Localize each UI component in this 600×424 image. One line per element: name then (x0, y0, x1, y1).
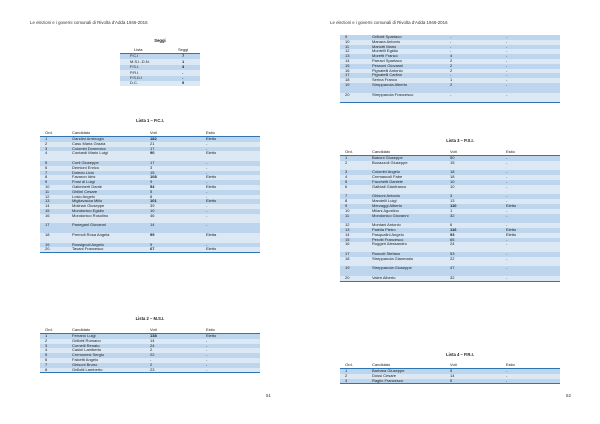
cell-voti: 2 (450, 62, 453, 68)
cell-candidato: Galbiati Gianfranco (372, 183, 407, 189)
cell-candidato: Manara Antonio (372, 38, 401, 44)
cell-voti: 13 (450, 198, 455, 204)
cell-ord: 10 (345, 38, 350, 44)
col-candidato-header: Candidato (72, 130, 91, 135)
cell-voti: 3 (150, 164, 153, 170)
cell-ord: 16 (45, 212, 50, 218)
cell-ord: 3 (345, 169, 348, 175)
cell-candidato: Dossi Cesare (372, 372, 397, 378)
cell-candidato: Molinari Giuseppe (72, 203, 105, 209)
cell-voti: 24 (150, 342, 155, 348)
cell-esito: - (206, 169, 208, 175)
cell-esito: Eletto (506, 203, 517, 208)
col-voti-header: Voti (450, 149, 457, 154)
cell-ord: 9 (45, 179, 48, 185)
cell-esito: - (206, 203, 208, 209)
cell-ord: 4 (45, 347, 48, 353)
cell-esito: - (506, 155, 508, 160)
cell-ord: 20 (45, 246, 50, 252)
cell-candidato: Frosi di Luigi (72, 179, 95, 185)
cell-voti: 32 (450, 212, 455, 218)
cell-candidato: Premoli Rosa Angela (72, 232, 110, 237)
cell-ord: 9 (345, 34, 348, 39)
cell-ord: 12 (45, 193, 50, 199)
cell-voti: 54 (150, 184, 155, 189)
cell-esito: - (506, 72, 508, 78)
cell-ord: 15 (45, 208, 50, 213)
cell-candidato: Facchetti Daniele (372, 179, 403, 184)
cell-voti: 2 (450, 82, 453, 87)
cell-voti: 67 (150, 246, 155, 252)
cell-esito: - (506, 212, 508, 218)
cell-esito: - (506, 255, 508, 261)
cell-candidato: Streppanola Alberto (372, 82, 408, 87)
cell-voti: 182 (150, 136, 157, 141)
cell-ord: 11 (45, 188, 50, 194)
col-candidato-header: Candidato (72, 327, 91, 332)
cell-ord: 18 (345, 77, 350, 83)
cell-candidato: Pignatelli Antonio (372, 67, 403, 73)
cell-esito: - (206, 140, 208, 146)
cell-candidato: Streppanola Giuseppe (372, 265, 412, 271)
cell-candidato: Mariotti Mario (372, 43, 397, 49)
cell-voti: 90 (150, 150, 155, 156)
cell-ord: 1 (45, 333, 48, 338)
cell-esito: - (206, 241, 208, 247)
cell-candidato: Merzaggi Alberto (372, 203, 403, 208)
lista1-title: Lista 1 – P.C.I. (136, 118, 164, 123)
cell-esito: - (206, 212, 208, 218)
cell-ord: 14 (345, 231, 350, 237)
cell-lista: M.S.I.-D.N. (130, 58, 150, 64)
cell-esito: - (506, 265, 508, 271)
cell-candidato: Ghilini Cesare (72, 188, 98, 194)
cell-esito: - (506, 43, 508, 49)
cell-voti: - (450, 72, 452, 78)
cell-candidato: Casini Lamberto (72, 347, 102, 353)
cell-esito: - (506, 179, 508, 184)
cell-voti: 32 (450, 275, 455, 280)
page-header: Le elezioni e i governi comunali di Rivolta d'Adda 1946-2016 (330, 20, 448, 25)
cell-voti: 2 (450, 67, 453, 73)
cell-candidato: Milani Agostino (372, 207, 399, 213)
col-candidato-header: Candidato (372, 362, 391, 367)
cell-ord: 3 (45, 145, 48, 151)
cell-ord: 19 (345, 82, 350, 87)
cell-voti: 2 (150, 347, 153, 353)
cell-voti: 110 (450, 203, 457, 208)
cell-esito: - (206, 208, 208, 213)
cell-esito: - (506, 159, 508, 165)
cell-esito: Eletto (206, 246, 217, 252)
col-esito-header: Esito (206, 130, 215, 135)
cell-candidato: Casu Maria Grazia (72, 140, 106, 146)
cell-ord: 19 (45, 241, 50, 247)
cell-candidato: Parravi Spartaco (372, 58, 402, 63)
cell-candidato: Serina Franco (372, 77, 398, 83)
cell-candidato: Mandelli Luigi (372, 198, 397, 204)
cell-voti: 2 (450, 58, 453, 63)
cell-voti: 65 (450, 236, 455, 242)
col-voti-header: Voti (150, 130, 157, 135)
cell-candidato: Doledo Livio (72, 169, 95, 175)
cell-ord: 12 (345, 222, 350, 228)
cell-ord: 6 (45, 357, 48, 362)
cell-candidato: Bonazzoli Giuseppe (372, 159, 408, 165)
cell-candidato: Colombi Domenico (72, 145, 106, 151)
cell-voti: 46 (150, 212, 155, 218)
cell-seggi: 3 (182, 64, 185, 70)
cell-voti: 22 (150, 352, 155, 358)
cell-voti: 53 (450, 251, 455, 256)
cell-voti: 18 (450, 174, 455, 180)
cell-voti: 10 (450, 183, 455, 189)
cell-esito: - (506, 34, 508, 39)
cell-esito: - (506, 275, 508, 280)
col-esito-header: Esito (506, 362, 515, 367)
cell-esito: Eletto (206, 150, 217, 156)
cell-candidato: Baboni Giuseppe (372, 155, 403, 160)
bottom-rule (340, 383, 560, 384)
cell-voti: 39 (150, 203, 155, 209)
cell-voti: 50 (450, 155, 455, 160)
cell-esito: Eletta (206, 232, 217, 237)
cell-esito: - (506, 193, 508, 199)
cell-voti: - (450, 34, 452, 39)
cell-esito: - (206, 179, 208, 185)
cell-esito: - (506, 251, 508, 256)
cell-voti: 9 (150, 241, 153, 247)
cell-voti: 17 (150, 160, 155, 165)
col-voti-header: Voti (450, 362, 457, 367)
cell-candidato: Paneganl Giovanni (72, 222, 106, 228)
cell-esito: - (206, 145, 208, 151)
cell-candidato: Losio Angelo (72, 193, 95, 199)
cell-seggi: 9 (182, 80, 185, 86)
cell-ord: 17 (45, 222, 50, 228)
cell-voti: 6 (450, 222, 453, 228)
cell-voti: 14 (450, 372, 455, 378)
cell-voti: 116 (450, 227, 457, 232)
cell-candidato: Rossignoli Angelo (72, 241, 104, 247)
cell-ord: 17 (345, 251, 350, 256)
cell-ord: 5 (45, 352, 48, 358)
cell-candidato: Cremonesi Sergio (72, 352, 105, 358)
cell-voti: 15 (450, 159, 455, 165)
cell-voti: 4 (450, 53, 453, 59)
cell-ord: 5 (45, 160, 48, 165)
cell-voti: 22 (450, 255, 455, 261)
cell-lista: P.S.D.I (130, 74, 143, 80)
cell-candidato: Streppanola Gianmario (372, 255, 414, 261)
cell-voti: 23 (150, 366, 155, 372)
cell-ord: 1 (345, 368, 348, 373)
cell-esito: Eletto (206, 136, 217, 141)
cell-voti: 14 (150, 222, 155, 228)
cell-esito: - (506, 207, 508, 213)
cell-ord: 20 (345, 91, 350, 97)
cell-lista: P.S.I. (130, 64, 140, 70)
cell-ord: 19 (345, 265, 350, 271)
cell-ord: 3 (345, 377, 348, 383)
cell-voti: 21 (150, 140, 155, 146)
cell-lista: P.R.I. (130, 69, 140, 75)
col-candidato-header: Candidato (372, 149, 391, 154)
cell-candidato: Ferrario Luigi (72, 333, 96, 338)
cell-ord: 14 (345, 58, 350, 63)
cell-voti: 47 (450, 265, 455, 271)
cell-ord: 9 (345, 203, 348, 208)
cell-candidato: Paiella Pietro (372, 227, 396, 232)
cell-candidato: Mondonico Rosolino (72, 212, 109, 218)
cell-lista: D.C. (130, 80, 138, 86)
cell-esito: - (206, 342, 208, 348)
cell-candidato: Montani Antonio (372, 222, 401, 228)
cell-ord: 10 (45, 184, 50, 189)
cell-voti: 18 (450, 169, 455, 175)
col-ord-header: Ord. (45, 130, 53, 135)
cell-esito: - (506, 82, 508, 87)
cell-ord: 17 (345, 72, 350, 78)
cell-ord: 6 (345, 183, 348, 189)
cell-esito: - (506, 91, 508, 97)
cell-voti: 15 (150, 169, 155, 175)
cell-esito: Eletto (506, 231, 517, 237)
cell-candidato: Cremascoli Fabe (372, 174, 403, 180)
cell-esito: - (506, 222, 508, 228)
cell-esito: Eletto (206, 333, 217, 338)
cell-esito: - (206, 352, 208, 358)
cell-esito: - (506, 38, 508, 44)
cell-esito: Eletto (206, 198, 217, 204)
cell-lista: P.C.I (130, 53, 139, 59)
bottom-rule (340, 102, 560, 103)
lista4-title: Lista 4 – P.R.I. (446, 352, 474, 357)
cell-esito: - (206, 337, 208, 343)
cell-voti: - (450, 38, 452, 44)
cell-voti: 5 (450, 368, 453, 373)
cell-esito: - (506, 67, 508, 73)
cell-candidato: Streppanola Francesco (372, 91, 414, 97)
cell-ord: 16 (345, 67, 350, 73)
cell-ord: 7 (45, 361, 48, 367)
cell-esito: - (506, 241, 508, 247)
cell-candidato: Tavani Francesco (72, 246, 104, 252)
cell-esito: - (206, 361, 208, 367)
cell-candidato: Falcetti Angelo (72, 357, 99, 362)
cell-candidato: Valeri Alberto (372, 275, 396, 280)
col-seggi-header: Seggi (178, 47, 189, 52)
cell-candidato: Ruscoti Stefano (372, 251, 401, 256)
cell-esito: - (206, 193, 208, 199)
cell-ord: 2 (345, 372, 348, 378)
cell-seggi: - (182, 69, 184, 75)
cell-candidato: Favaron Idris (72, 174, 96, 180)
cell-voti: 10 (150, 208, 155, 213)
cell-seggi: 7 (182, 53, 185, 59)
cell-ord: 8 (45, 174, 48, 180)
bottom-rule (340, 281, 560, 282)
cell-voti: 14 (150, 337, 155, 343)
cell-voti: 108 (150, 174, 157, 180)
bottom-rule (40, 372, 260, 373)
cell-seggi: 1 (182, 58, 185, 64)
cell-candidato: Barbara Giuseppe (372, 368, 405, 373)
cell-ord: 2 (345, 159, 348, 165)
bottom-rule (40, 252, 260, 253)
cell-ord: 20 (345, 275, 350, 280)
cell-ord: 18 (45, 232, 50, 237)
cell-voti: 8 (150, 193, 153, 199)
cell-candidato: Grillotti Lamberto (72, 366, 103, 372)
cell-candidato: Ghisoni Antonio (372, 193, 401, 199)
cell-esito: - (206, 164, 208, 170)
cell-ord: 1 (345, 155, 348, 160)
cell-candidato: Ruggeri Alessandro (372, 241, 407, 247)
cell-esito: - (506, 48, 508, 54)
cell-voti: 24 (450, 241, 455, 247)
cell-esito: - (206, 357, 208, 362)
cell-candidato: Migliavacca Milio (72, 198, 103, 204)
cell-esito: Eletto (206, 184, 217, 189)
cell-esito: - (506, 174, 508, 180)
cell-voti: 93 (450, 231, 455, 237)
cell-candidato: Grillotti Romano (72, 337, 101, 343)
cell-ord: 4 (345, 174, 348, 180)
cell-voti: 9 (150, 179, 153, 185)
cell-voti: 10 (450, 179, 455, 184)
cell-voti: 1 (450, 207, 453, 213)
cell-voti: - (450, 48, 452, 54)
cell-ord: 12 (345, 48, 350, 54)
cell-ord: 14 (45, 203, 50, 209)
cell-ord: 7 (345, 193, 348, 199)
cell-ord: 6 (45, 164, 48, 170)
cell-candidato: Moretti Franco (372, 53, 398, 59)
cell-candidato: Cornelli Renato (72, 342, 100, 348)
cell-voti: 5 (150, 188, 153, 194)
col-lista-header: Lista (134, 47, 143, 52)
cell-candidato: Perotti Francesco (372, 236, 404, 242)
cell-voti: 17 (150, 145, 155, 151)
col-ord-header: Ord. (45, 327, 53, 332)
cell-esito: Eletto (206, 174, 217, 180)
cell-esito: - (506, 58, 508, 63)
col-voti-header: Voti (150, 327, 157, 332)
cell-ord: 5 (345, 179, 348, 184)
cell-ord: 3 (45, 342, 48, 348)
cell-candidato: Corti Giuseppe (72, 160, 99, 165)
cell-candidato: Mondonico Egidio (72, 208, 104, 213)
cell-candidato: Galimberti Dante (72, 184, 103, 189)
page-number: 51 (266, 393, 271, 398)
cell-ord: 13 (345, 53, 350, 59)
cell-voti: 2 (150, 361, 153, 367)
cell-ord: 10 (345, 207, 350, 213)
col-esito-header: Esito (206, 327, 215, 332)
cell-ord: 7 (45, 169, 48, 175)
cell-voti: - (450, 43, 452, 49)
cell-ord: 15 (345, 236, 350, 242)
cell-candidato: Contardi Mario Luigi (72, 150, 108, 156)
cell-voti: - (150, 357, 152, 362)
cell-ord: 13 (45, 198, 50, 204)
lista2-title: Lista 2 – M.S.I. (135, 316, 165, 321)
cell-ord: 16 (345, 241, 350, 247)
cell-esito: - (506, 62, 508, 68)
cell-candidato: Raglio Francesco (372, 377, 404, 383)
cell-voti: 138 (150, 333, 157, 338)
cell-candidato: Demioni Enrico (72, 164, 100, 170)
cell-candidato: Pessoni Giovanni (372, 62, 404, 68)
cell-seggi: - (182, 74, 184, 80)
cell-esito: - (506, 236, 508, 242)
cell-voti: 1 (450, 77, 453, 83)
cell-esito: - (206, 222, 208, 228)
cell-ord: 18 (345, 255, 350, 261)
right-page (300, 0, 600, 424)
cell-esito: - (506, 368, 508, 373)
cell-candidato: Pasqualini Angelo (372, 231, 404, 237)
page-number: 52 (566, 393, 571, 398)
page-header: Le elezioni e i governi comunali di Rivolta d'Adda 1946-2016 (30, 20, 148, 25)
seats-title: Seggi (154, 38, 166, 43)
cell-ord: 2 (45, 337, 48, 343)
cell-ord: 13 (345, 227, 350, 232)
cell-esito: - (206, 347, 208, 353)
cell-voti: - (450, 91, 452, 97)
cell-candidato: Montelli Egidio (372, 48, 399, 54)
cell-voti: 101 (150, 198, 157, 204)
cell-candidato: Ghisoni Bruno (72, 361, 98, 367)
cell-candidato: Colombi Angelo (372, 169, 401, 175)
cell-esito: Eletto (506, 227, 517, 232)
cell-esito: - (506, 53, 508, 59)
col-esito-header: Esito (506, 149, 515, 154)
cell-candidato: Gandini Ambrogio (72, 136, 104, 141)
cell-ord: 11 (345, 43, 350, 49)
cell-ord: 11 (345, 212, 350, 218)
cell-esito: - (506, 372, 508, 378)
col-ord-header: Ord. (345, 149, 353, 154)
cell-esito: - (506, 77, 508, 83)
cell-esito: - (206, 160, 208, 165)
cell-ord: 2 (45, 140, 48, 146)
cell-esito: - (206, 366, 208, 372)
cell-ord: 4 (45, 150, 48, 156)
cell-esito: - (506, 183, 508, 189)
cell-ord: 8 (345, 198, 348, 204)
cell-candidato: Pignatelli Carlino (372, 72, 403, 78)
cell-esito: - (206, 188, 208, 194)
cell-ord: 15 (345, 62, 350, 68)
cell-ord: 1 (45, 136, 48, 141)
cell-voti: 99 (150, 232, 155, 237)
col-ord-header: Ord. (345, 362, 353, 367)
cell-voti: 3 (450, 193, 453, 199)
cell-voti: 5 (450, 377, 453, 383)
cell-ord: 8 (45, 366, 48, 372)
cell-esito: - (506, 377, 508, 383)
cell-esito: - (506, 169, 508, 175)
cell-candidato: Mondonico Giovanni (372, 212, 409, 218)
cell-candidato: Grillotti Spartaco (372, 34, 402, 39)
lista3-title: Lista 3 – P.S.I. (446, 138, 474, 143)
cell-esito: - (506, 198, 508, 204)
